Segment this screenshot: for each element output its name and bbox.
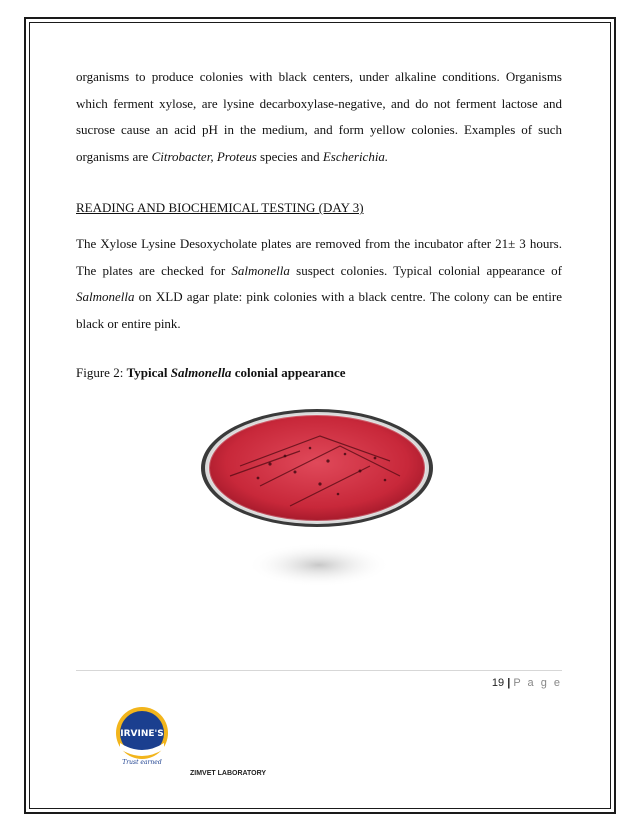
- para1-italic-organisms: Citrobacter, Proteus: [151, 148, 257, 164]
- para1-italic-escherichia: Escherichia.: [322, 148, 389, 164]
- page-number-value: 19: [491, 677, 505, 689]
- figure-caption: [76, 365, 346, 381]
- para2-italic-salmonella-2: Salmonella: [76, 289, 135, 304]
- page-word: P a g e: [513, 677, 562, 689]
- paragraph-intro: [76, 64, 562, 170]
- irvines-logo: [114, 705, 170, 767]
- para1-text-2: species and: [256, 148, 323, 164]
- section-heading: READING AND BIOCHEMICAL TESTING (DAY 3): [76, 200, 364, 215]
- page-number-separator: |: [507, 677, 511, 689]
- para2-text-2: suspect colonies. Typical colonial appearance of: [289, 262, 562, 278]
- dish-shadow: [244, 540, 394, 590]
- para2-text-1: The Xylose Lysine Desoxycholate plates are removed from the incubator after 21± 3 hours. The plates are checked for: [76, 236, 562, 278]
- page-number: [492, 677, 562, 689]
- figure-caption-bold-1: Typical: [126, 365, 171, 380]
- paragraph-reading: [76, 231, 562, 337]
- figure-caption-bold-2: colonial appearance: [231, 365, 346, 380]
- lab-name: ZIMVET LABORATORY: [190, 770, 267, 777]
- para1-text-1: organisms to produce colonies with black centers, under alkaline conditions. Organisms which ferment xylose, are lysine decarboxylase-negative, and do not ferment lactose and sucrose cause an acid pH in the medium, and form yellow colonies. Examples of such organisms are: [76, 69, 562, 164]
- svg-text:Trust earned: Trust earned: [122, 759, 162, 766]
- petri-dish-image: [200, 406, 434, 528]
- figure-caption-prefix: Figure 2:: [76, 365, 127, 380]
- figure-caption-bold-italic: Salmonella: [170, 365, 232, 380]
- footer-divider: [76, 670, 562, 671]
- svg-text:IRVINE'S: IRVINE'S: [120, 729, 164, 739]
- para2-italic-salmonella-1: Salmonella: [231, 262, 290, 278]
- para2-text-3: on XLD agar plate: pink colonies with a black centre. The colony can be entire black or entire pink.: [76, 289, 562, 331]
